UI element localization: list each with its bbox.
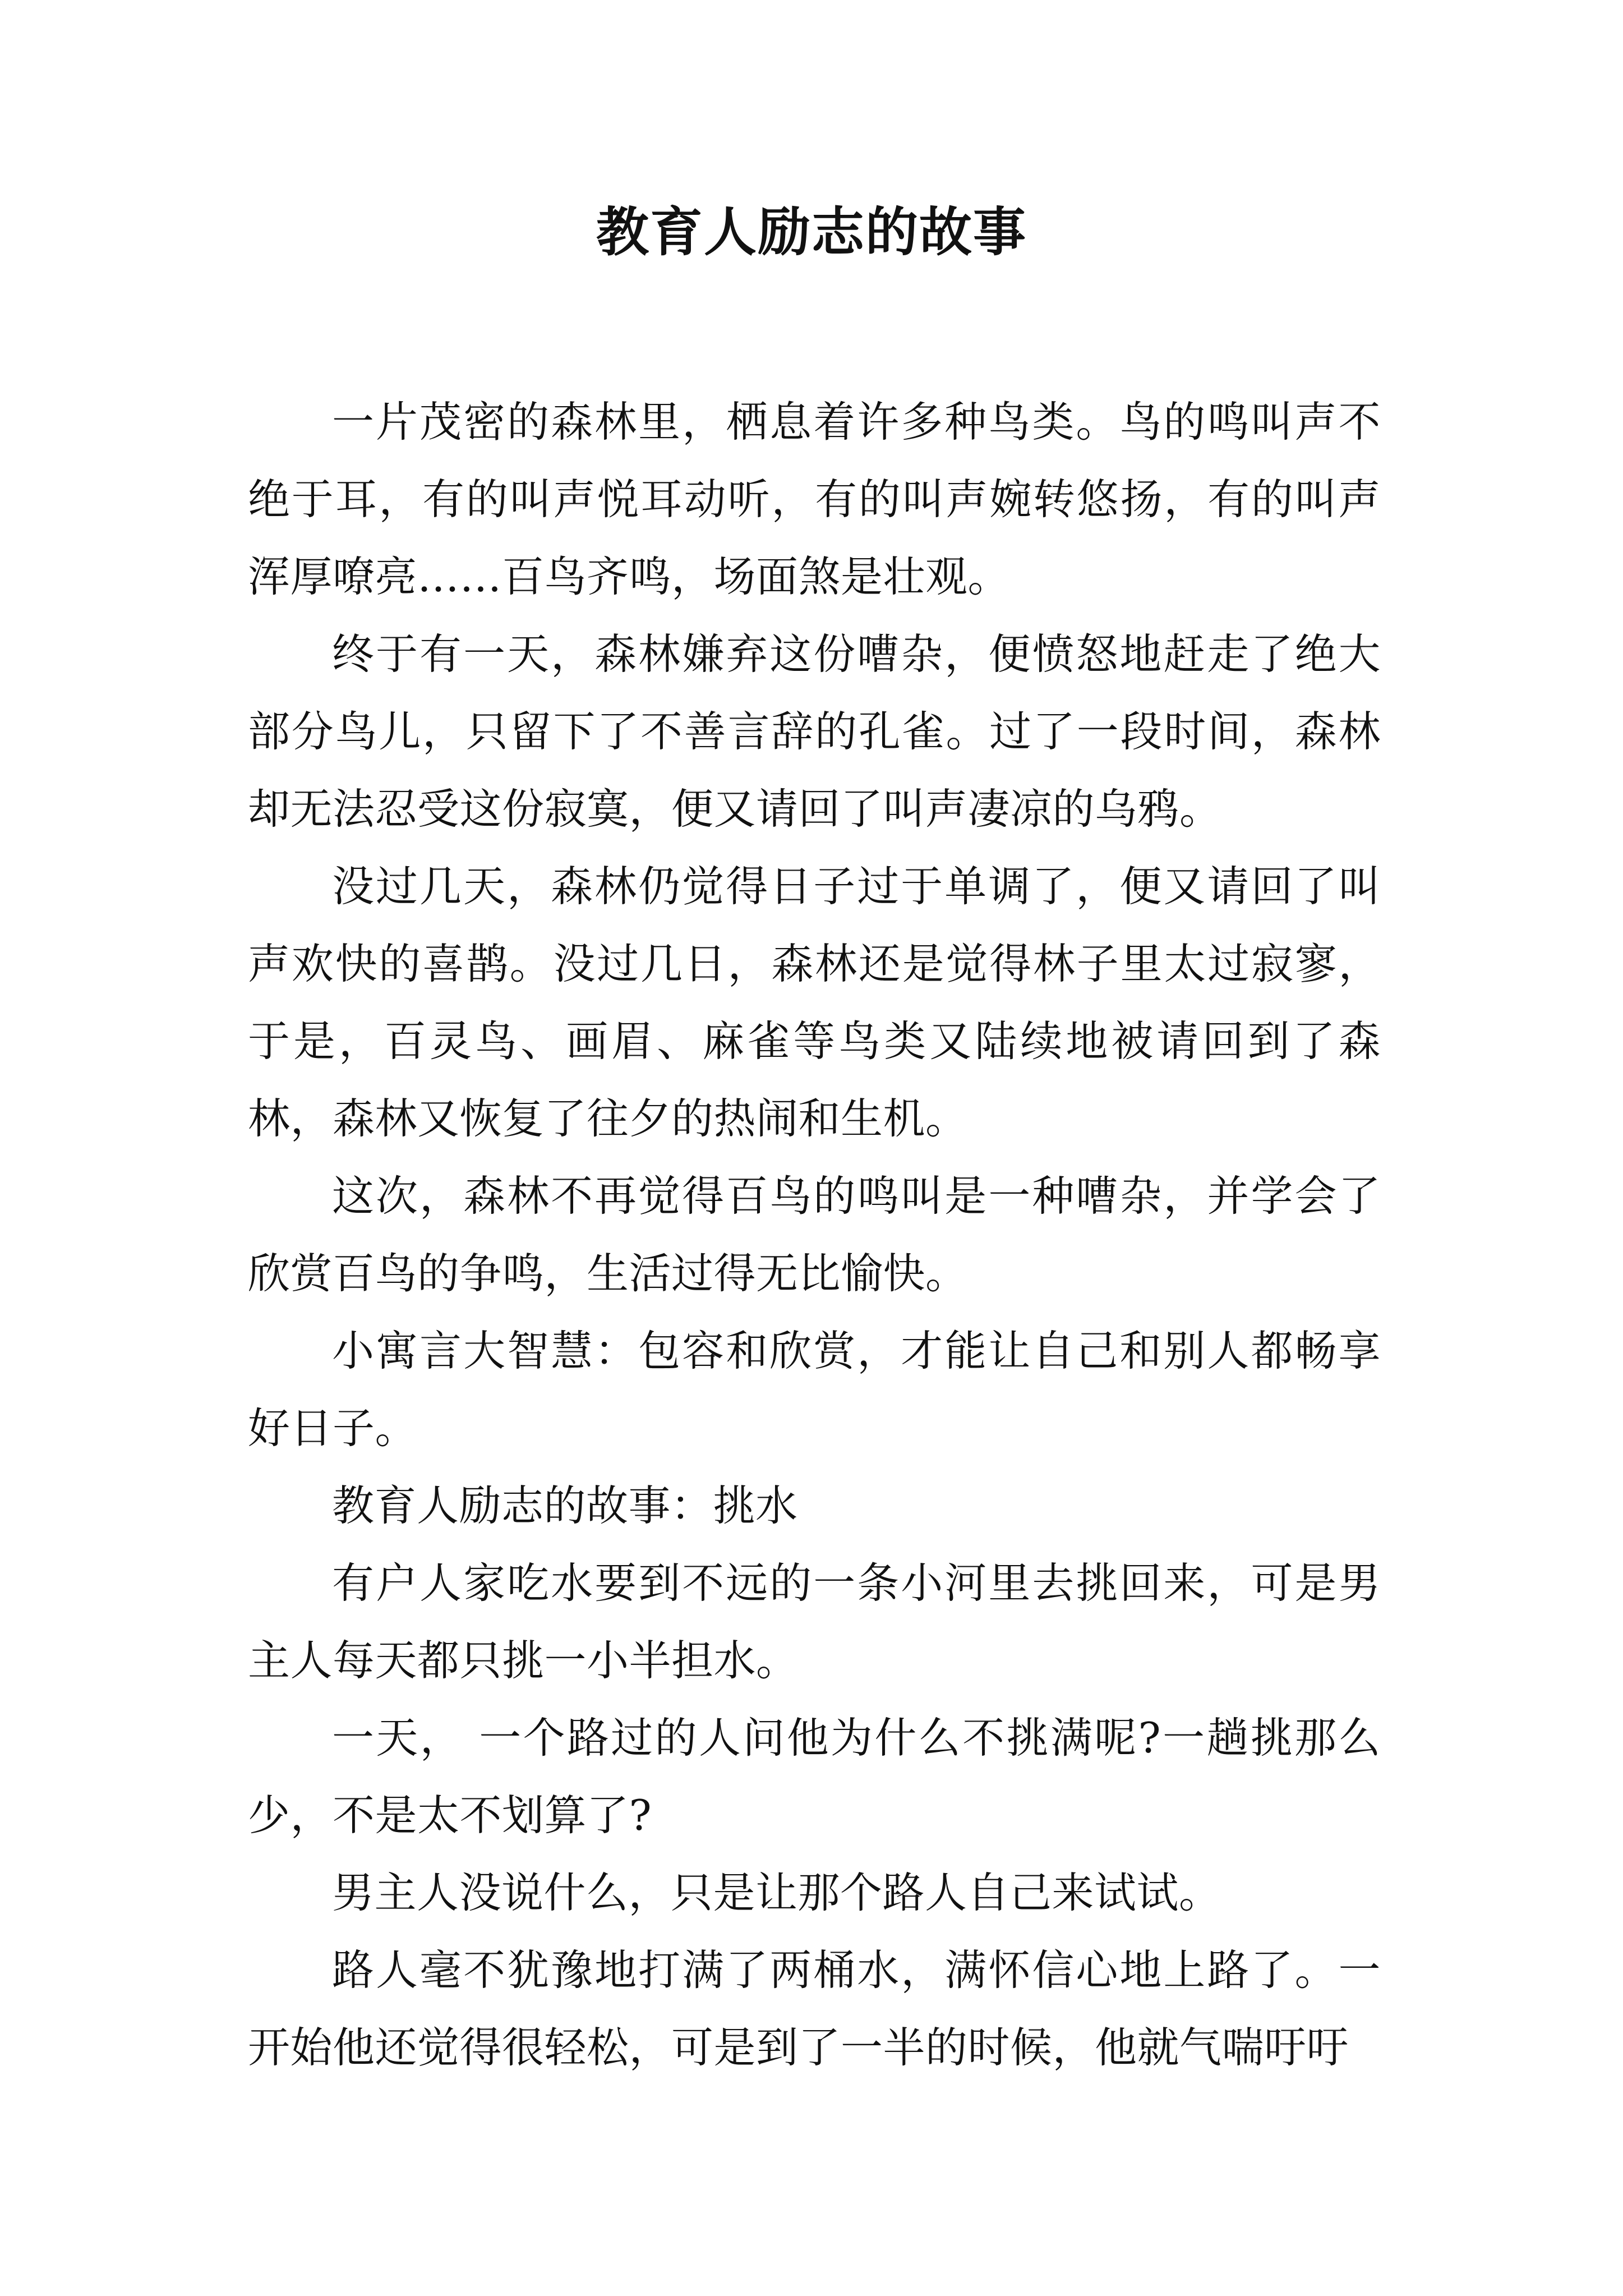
paragraph: 路人毫不犹豫地打满了两桶水，满怀信心地上路了。一开始他还觉得很轻松，可是到了一半的时候，他就气喘吁吁 [248,1945,1381,2072]
paragraph: 一天， 一个路过的人问他为什么不挑满呢?一趟挑那么少，不是太不划算了? [248,1713,1381,1840]
document-title: 教育人励志的故事 [596,202,1027,263]
paragraph: 没过几天，森林仍觉得日子过于单调了，便又请回了叫声欢快的喜鹊。没过几日，森林还是觉得林子里太过寂寥，于是，百灵鸟、画眉、麻雀等鸟类又陆续地被请回到了森林，森林又恢复了往夕的热闹和生机。 [248,862,1381,1143]
section-heading: 教育人励志的故事：挑水 [332,1481,798,1530]
paragraph: 小寓言大智慧：包容和欣赏，才能让自己和别人都畅享好日子。 [248,1326,1381,1453]
paragraph: 这次，森林不再觉得百鸟的鸣叫是一种嘈杂，并学会了欣赏百鸟的争鸣，生活过得无比愉快。 [248,1171,1381,1298]
paragraph: 一片茂密的森林里，栖息着许多种鸟类。鸟的鸣叫声不绝于耳，有的叫声悦耳动听，有的叫声婉转悠扬，有的叫声浑厚嘹亮……百鸟齐鸣，场面煞是壮观。 [248,397,1381,601]
paragraph: 男主人没说什么，只是让那个路人自己来试试。 [332,1868,1221,1917]
document-body [248,383,1381,2086]
paragraph: 终于有一天，森林嫌弃这份嘈杂，便愤怒地赶走了绝大部分鸟儿，只留下了不善言辞的孔雀。过了一段时间，森林却无法忍受这份寂寞，便又请回了叫声凄凉的乌鸦。 [248,629,1381,834]
paragraph: 有户人家吃水要到不远的一条小河里去挑回来，可是男主人每天都只挑一小半担水。 [248,1558,1381,1685]
